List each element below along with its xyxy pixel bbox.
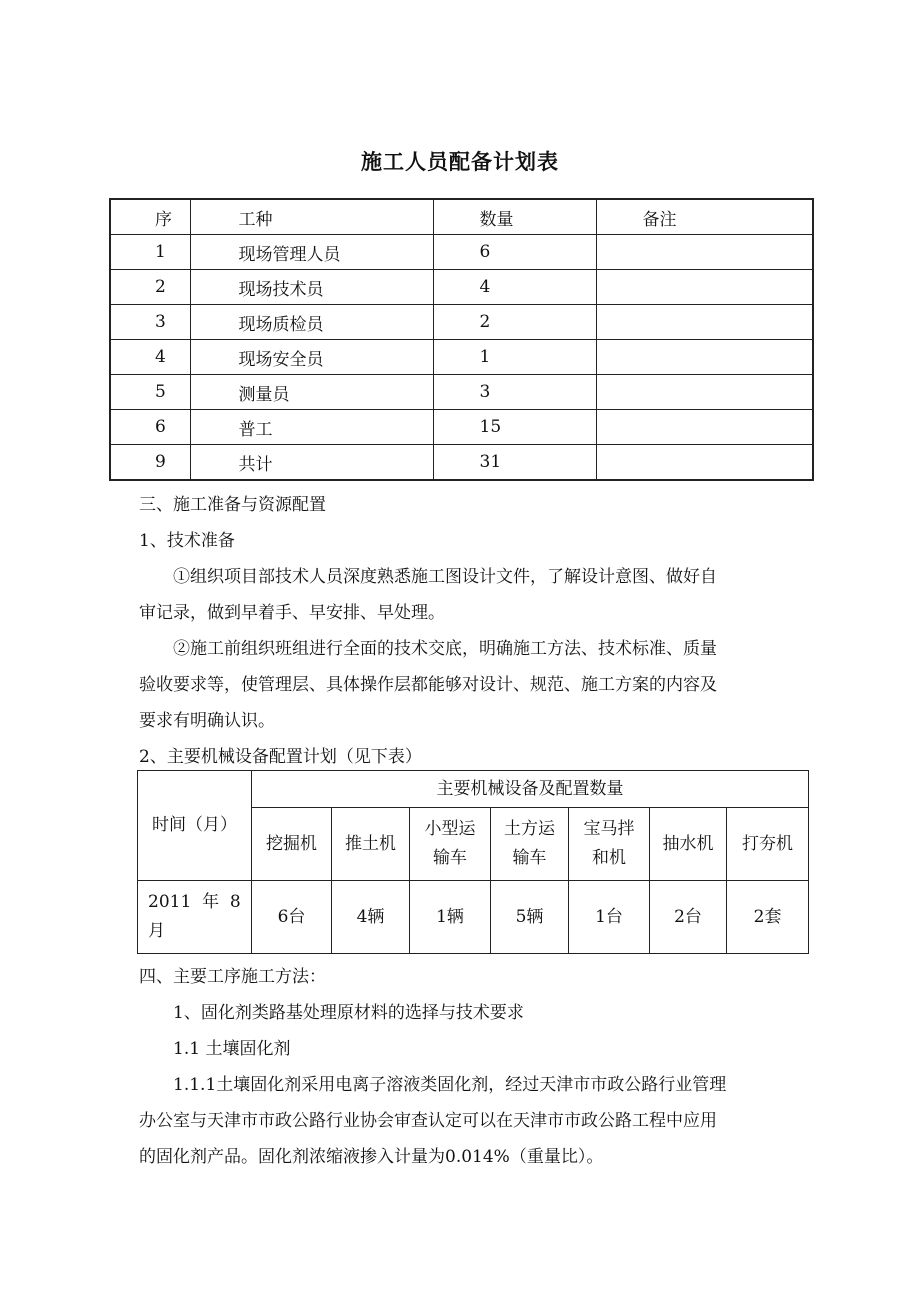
group-header-cell: 主要机械设备及配置数量 [252, 771, 809, 808]
table-row [110, 445, 813, 481]
table-cell: 现场管理人员 [190, 235, 433, 270]
table-cell: 1台 [569, 881, 650, 954]
equipment-name-cell: 宝马拌 和机 [569, 808, 650, 881]
table-cell: 4 [433, 270, 596, 305]
table-cell: 5 [110, 375, 190, 410]
staff-plan-table [109, 198, 814, 481]
table-cell [596, 305, 813, 340]
table-cell: 31 [433, 445, 596, 481]
header-cell: 工种 [190, 199, 433, 235]
table-cell: 1 [110, 235, 190, 270]
equipment-name-cell: 土方运 输车 [491, 808, 569, 881]
table-cell: 15 [433, 410, 596, 445]
table-row [110, 340, 813, 375]
table-cell [596, 235, 813, 270]
table-row [110, 235, 813, 270]
table-cell [596, 270, 813, 305]
paragraph-line: 审记录，做到早着手、早安排、早处理。 [139, 603, 445, 623]
table-cell: 现场质检员 [190, 305, 433, 340]
header-cell: 备注 [596, 199, 813, 235]
table-cell: 6 [433, 235, 596, 270]
table-cell: 1 [433, 340, 596, 375]
subheading-equipment-plan: 2、主要机械设备配置计划（见下表） [139, 747, 422, 767]
table-cell: 9 [110, 445, 190, 481]
table-cell [596, 340, 813, 375]
table-cell: 2台 [650, 881, 727, 954]
table-row [110, 305, 813, 340]
table-cell: 6台 [252, 881, 332, 954]
table-cell: 2套 [727, 881, 809, 954]
table-header-row [138, 771, 809, 808]
table-row [138, 881, 809, 954]
equipment-name-cell: 小型运 输车 [410, 808, 491, 881]
table-cell: 5辆 [491, 881, 569, 954]
table-cell: 普工 [190, 410, 433, 445]
subheading-tech-prep: 1、技术准备 [139, 531, 235, 551]
equipment-name-cell: 挖掘机 [252, 808, 332, 881]
subheading-material: 1、固化剂类路基处理原材料的选择与技术要求 [173, 1003, 524, 1023]
paragraph-line: 办公室与天津市市政公路行业协会审查认定可以在天津市市政公路工程中应用 [139, 1111, 717, 1131]
equipment-name-cell: 推土机 [332, 808, 410, 881]
equipment-plan-table [137, 770, 809, 954]
section-heading-4: 四、主要工序施工方法： [139, 967, 326, 987]
table-cell: 测量员 [190, 375, 433, 410]
equipment-name-cell: 打夯机 [727, 808, 809, 881]
paragraph-line: ①组织项目部技术人员深度熟悉施工图设计文件，了解设计意图、做好自 [173, 567, 717, 587]
subheading-soil-stabilizer: 1.1 土壤固化剂 [173, 1039, 291, 1059]
table-cell [596, 375, 813, 410]
table-cell: 1辆 [410, 881, 491, 954]
table-header-row [110, 199, 813, 235]
table-cell: 共计 [190, 445, 433, 481]
table-cell: 现场安全员 [190, 340, 433, 375]
paragraph-line: 1.1.1土壤固化剂采用电离子溶液类固化剂，经过天津市市政公路行业管理 [173, 1075, 727, 1095]
equipment-name-cell: 抽水机 [650, 808, 727, 881]
time-cell: 2011 年 8 月 [138, 881, 252, 954]
table-row [110, 270, 813, 305]
header-cell: 数量 [433, 199, 596, 235]
table-row [110, 375, 813, 410]
table-cell: 4辆 [332, 881, 410, 954]
page-title: 施工人员配备计划表 [361, 149, 559, 174]
table-row [110, 410, 813, 445]
header-cell: 序 [110, 199, 190, 235]
table-cell [596, 410, 813, 445]
table-cell [596, 445, 813, 481]
table-cell: 6 [110, 410, 190, 445]
table-cell: 3 [110, 305, 190, 340]
section-heading-3: 三、施工准备与资源配置 [139, 495, 326, 515]
table-cell: 2 [433, 305, 596, 340]
paragraph-line: 验收要求等，使管理层、具体操作层都能够对设计、规范、施工方案的内容及 [139, 675, 717, 695]
table-cell: 4 [110, 340, 190, 375]
paragraph-line: ②施工前组织班组进行全面的技术交底，明确施工方法、技术标准、质量 [173, 639, 717, 659]
table-cell: 3 [433, 375, 596, 410]
table-cell: 2 [110, 270, 190, 305]
table-cell: 现场技术员 [190, 270, 433, 305]
time-header-cell: 时间（月） [138, 771, 252, 881]
paragraph-line: 要求有明确认识。 [139, 711, 275, 731]
paragraph-line: 的固化剂产品。固化剂浓缩液掺入计量为0.014%（重量比）。 [139, 1147, 604, 1167]
